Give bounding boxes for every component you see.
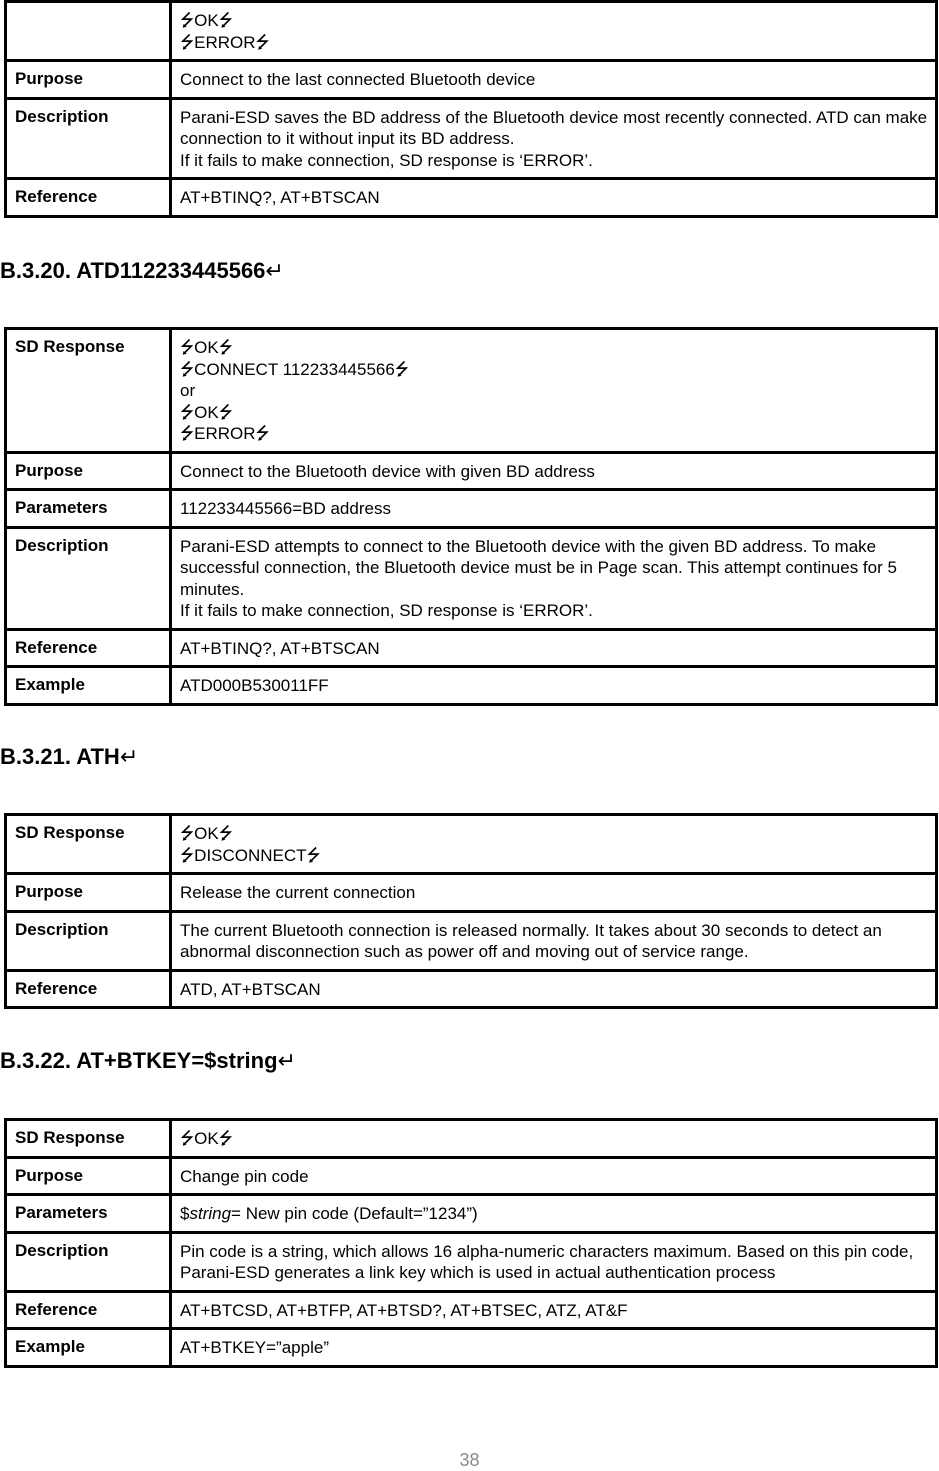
row-value <box>171 1291 937 1329</box>
table-row <box>6 179 937 217</box>
row-label: Description <box>6 98 171 179</box>
row-value <box>171 2 937 61</box>
table-row <box>6 61 937 99</box>
row-label: Purpose <box>6 1157 171 1195</box>
value-line: Parani-ESD attempts to connect to the Bluetooth device with the given BD address. To make successful connection, the Bluetooth device must be in Page scan. This attempt continues for 5 minutes. <box>180 536 902 599</box>
table-row <box>6 629 937 667</box>
value-line: If it fails to make connection, SD response is ‘ERROR’. <box>180 601 593 620</box>
row-label: Purpose <box>6 874 171 912</box>
table-row <box>6 1157 937 1195</box>
heading-text: B.3.20. ATD112233445566 <box>0 258 266 283</box>
row-value <box>171 667 937 705</box>
value-line: ATD, AT+BTSCAN <box>180 979 321 999</box>
heading-text: B.3.22. AT+BTKEY=$string <box>0 1048 278 1073</box>
value-line: Release the current connection <box>180 883 416 902</box>
row-label: Reference <box>6 179 171 217</box>
table-row <box>6 1291 937 1329</box>
row-label: Parameters <box>6 1195 171 1233</box>
row-label: Description <box>6 1232 171 1291</box>
row-label: Purpose <box>6 61 171 99</box>
row-value <box>171 61 937 99</box>
value-line: AT+BTKEY=”apple” <box>180 1338 329 1357</box>
value-line: ⭍ERROR⭍ <box>180 424 270 443</box>
row-label: SD Response <box>6 815 171 874</box>
row-label: Example <box>6 667 171 705</box>
table-row <box>6 98 937 179</box>
row-label <box>6 2 171 61</box>
row-value <box>171 1329 937 1367</box>
value-line: ⭍ERROR⭍ <box>180 32 270 52</box>
heading-b320 <box>0 257 284 285</box>
table-row <box>6 970 937 1008</box>
row-value <box>171 815 937 874</box>
table-row <box>6 815 937 874</box>
row-value <box>171 1120 937 1158</box>
table-b322 <box>4 1118 938 1368</box>
row-value <box>171 179 937 217</box>
heading-text: B.3.21. ATH <box>0 744 120 769</box>
table-body <box>6 815 937 1008</box>
row-label: Purpose <box>6 452 171 490</box>
table-row <box>6 1329 937 1367</box>
value-line: ⭍OK⭍ <box>180 824 233 843</box>
value-line: ⭍OK⭍ <box>180 11 233 30</box>
table-b321 <box>4 813 938 1009</box>
row-value <box>171 490 937 528</box>
row-label: Reference <box>6 1291 171 1329</box>
row-label: Reference <box>6 970 171 1008</box>
page-number: 38 <box>459 1450 480 1470</box>
row-value <box>171 629 937 667</box>
value-line: AT+BTINQ?, AT+BTSCAN <box>180 638 380 658</box>
value-line: AT+BTINQ?, AT+BTSCAN <box>180 188 380 207</box>
value-line: ATD000B530011FF <box>180 676 329 695</box>
row-value <box>171 874 937 912</box>
row-value <box>171 1232 937 1291</box>
value-line: ⭍DISCONNECT⭍ <box>180 845 321 865</box>
row-value <box>171 527 937 629</box>
row-label: Example <box>6 1329 171 1367</box>
row-value <box>171 911 937 970</box>
table-row <box>6 1232 937 1291</box>
table-row <box>6 667 937 705</box>
value-line: AT+BTCSD, AT+BTFP, AT+BTSD?, AT+BTSEC, ATZ, AT&F <box>180 1300 628 1320</box>
row-value <box>171 329 937 453</box>
table-row <box>6 490 937 528</box>
value-line: Connect to the last connected Bluetooth device <box>180 70 536 89</box>
value-line: $string= New pin code (Default=”1234”) <box>180 1204 478 1223</box>
value-line: Parani-ESD saves the BD address of the Bluetooth device most recently connected. ATD can make connection to it without input its BD address. <box>180 107 932 148</box>
table-prev-command <box>4 0 938 218</box>
value-line: Pin code is a string, which allows 16 alpha-numeric characters maximum. Based on this pin code, Parani-ESD generates a link key which is used in actual authentication process <box>180 1241 918 1282</box>
row-label: Description <box>6 527 171 629</box>
return-icon: ↵ <box>265 258 284 283</box>
value-line: ⭍OK⭍ <box>180 338 233 357</box>
row-value <box>171 1195 937 1233</box>
row-value <box>171 98 937 179</box>
value-line: ⭍OK⭍ <box>180 402 233 422</box>
table-body <box>6 1120 937 1367</box>
value-line: Connect to the Bluetooth device with given BD address <box>180 461 595 481</box>
table-row <box>6 1120 937 1158</box>
return-icon: ↵ <box>119 744 139 769</box>
value-line: 112233445566=BD address <box>180 499 391 518</box>
row-label: Description <box>6 911 171 970</box>
heading-b322 <box>0 1047 296 1075</box>
row-label: Reference <box>6 629 171 667</box>
table-row <box>6 527 937 629</box>
row-label: Parameters <box>6 490 171 528</box>
value-line: ⭍OK⭍ <box>180 1129 233 1148</box>
row-value <box>171 1157 937 1195</box>
value-line: If it fails to make connection, SD response is ‘ERROR’. <box>180 150 593 170</box>
table-row <box>6 452 937 490</box>
table-row <box>6 1195 937 1233</box>
table-body <box>6 2 937 217</box>
return-icon: ↵ <box>277 1048 296 1073</box>
value-line: Change pin code <box>180 1166 309 1186</box>
table-row <box>6 874 937 912</box>
row-label: SD Response <box>6 329 171 453</box>
value-line: The current Bluetooth connection is released normally. It takes about 30 seconds to detect an abnormal disconnection such as power off and moving out of service range. <box>180 920 887 961</box>
row-value <box>171 970 937 1008</box>
table-row <box>6 2 937 61</box>
table-b320 <box>4 327 938 706</box>
row-value <box>171 452 937 490</box>
table-body <box>6 329 937 705</box>
heading-b321 <box>0 743 138 771</box>
table-row <box>6 911 937 970</box>
table-row <box>6 329 937 453</box>
value-line: or <box>180 381 196 400</box>
row-label: SD Response <box>6 1120 171 1158</box>
value-line: ⭍CONNECT 112233445566⭍ <box>180 359 409 379</box>
